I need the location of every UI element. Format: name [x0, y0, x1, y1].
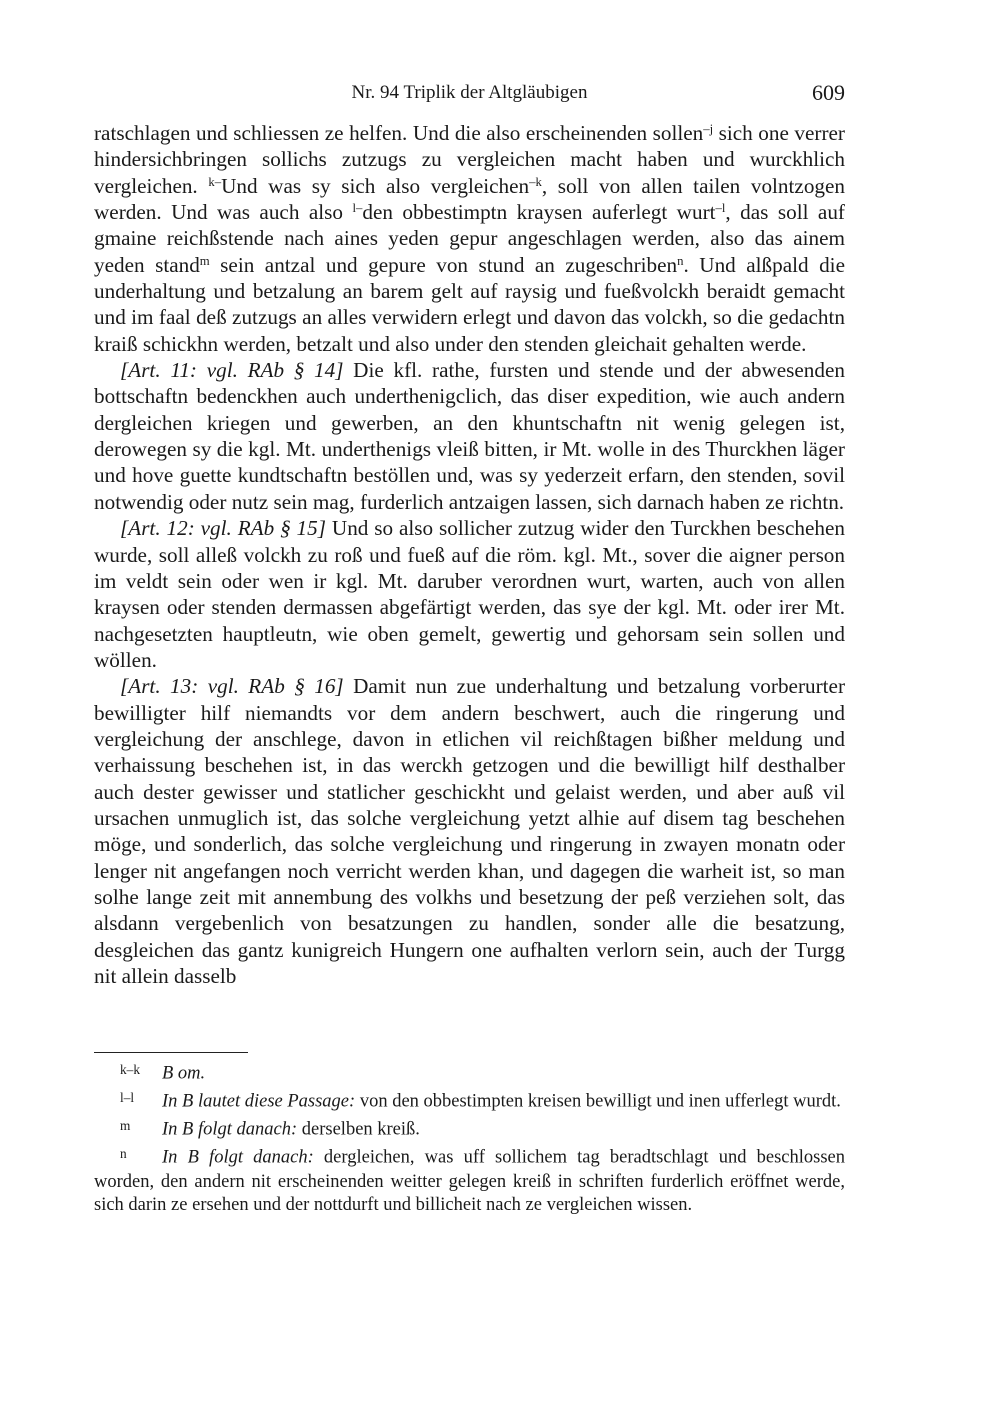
- paragraph-article-13: [94, 673, 845, 989]
- text-run: Und so also sollicher zutzug wider den Turckhen beschehen wurde, soll alleß volckh zu roß und fueß auf die röm. kgl. Mt., sover die aigner person im veldt sein oder wen ir kgl. Mt. daruber verordnen wurt, warten, auch von allen kraysen oder stenden dermassen abgefärtigt werden, das sye der kgl. Mt. oder irer Mt. nachgesetzten hauptleutn, wie oben gemelt, gewertig und gehorsam sein sollen und wöllen.: [94, 516, 846, 672]
- page-number: 609: [812, 80, 845, 105]
- text-run: , soll von allen tailen volntzogen werden. Und was auch also: [94, 173, 846, 225]
- footnote-lead: In B lautet diese Passage:: [162, 1091, 356, 1112]
- footnote-n: [94, 1142, 845, 1217]
- footnote-k: [94, 1058, 845, 1086]
- text-run: Damit nun zue underhaltung und betzalung vorberurter bewilligter hilf niemandts vor dem andern beschwert, auch die ringerung und vergleichung der anschlege, davon in etlichen vil reichßtagen bißher meldung und verhaissung beschehen ist, in das werckh getzogen und die bewilligt hilf desthalber auch dester gewisser und statlicher geschickht und gelaist werden, und aber auß vil ursachen unmuglich ist, das solche vergleichung yetzt alhie auf disem tag beschehen möge, und sonderlich, das solche vergleichung und ringerung in zwayen monatn oder lenger nit angefangen noch verricht werden khan, und dagegen die warheit ist, so man solhe lange zeit mit annembung des volkhs und besetzung der peß verziehen solt, das alsdann vergebenlich von besatzungen zu handlen, sonder alle die besatzung, desgleichen das gantz kunigreich Hungern one aufhalten verlorn sein, auch der Turgg nit allein dasselb: [94, 674, 846, 988]
- footnote-mark: m: [199, 253, 210, 268]
- footnote-lead: In B folgt danach:: [162, 1148, 314, 1169]
- footnote-text: dergleichen, was uff sollichem tag beradtschlagt und beschlossen worden, den andern nit erscheinenden weitter gelegen kreiß in schriften furderlich eröffnet werde, sich darin ze ersehen und der nottdurft und billicheit nach ze vergleichen wissen.: [94, 1148, 845, 1216]
- article-reference: [Art. 11: vgl. RAb § 14]: [120, 358, 344, 383]
- footnote-mark: m: [120, 1118, 131, 1134]
- apparatus-mark: l–: [352, 201, 363, 216]
- paragraph-article-11: [94, 357, 845, 515]
- footnote-lead: B om.: [162, 1063, 206, 1084]
- footnote-mark: n: [677, 253, 684, 268]
- text-run: den obbestimptn kraysen auferlegt wurt: [362, 200, 716, 225]
- apparatus-mark: –k: [529, 174, 542, 189]
- text-run: ratschlagen und schliessen ze helfen. Und die also erscheinenden sollen: [94, 121, 704, 145]
- paragraph-article-12: [94, 515, 845, 673]
- footnotes: [94, 1058, 845, 1218]
- footnote-mark: l–l: [120, 1090, 135, 1106]
- footnote-text: derselben kreiß.: [297, 1119, 420, 1140]
- footnote-mark: k–k: [120, 1062, 140, 1077]
- apparatus-mark: k–: [208, 174, 222, 189]
- text-run: . Und alßpald die underhaltung und betzalung an barem gelt auf raysig und fueßvolckh beraidt gemacht und im faal deß zutzugs an alles verwidern erlegt und davon das volckh, so die gedachtn kraiß schickhn werden, betzalt und also under den stenden gleichait gehalten werde.: [94, 252, 845, 356]
- paragraph-continuation: [94, 120, 845, 357]
- article-reference: [Art. 13: vgl. RAb § 16]: [120, 674, 344, 699]
- running-title: Nr. 94 Triplik der Altgläubigen: [351, 82, 588, 103]
- footnote-m: [94, 1114, 845, 1142]
- article-reference: [Art. 12: vgl. RAb § 15]: [120, 516, 326, 541]
- main-text: [94, 120, 845, 989]
- footnote-divider: [94, 1052, 248, 1053]
- text-run: sich one verrer hindersichbringen sollichs zutzugs zu vergleichen macht haben und wurckhlich vergleichen.: [94, 121, 845, 198]
- apparatus-mark: –l: [715, 201, 726, 216]
- footnote-l: [94, 1086, 845, 1114]
- apparatus-mark: –j: [703, 122, 714, 137]
- text-run: , das soll auf gmaine reichßstende nach aines yeden gepur angeschlagen werden, also das ainem yeden stand: [94, 200, 845, 277]
- footnote-lead: In B folgt danach:: [162, 1119, 298, 1140]
- footnote-mark: n: [120, 1146, 127, 1162]
- footnote-text: von den obbestimpten kreisen bewilligt und inen ufferlegt wurdt.: [355, 1091, 841, 1112]
- text-run: Die kfl. rathe, fursten und stende und der abwesenden bottschaftn bedenckhen auch underthenigclich, das diser expedition, wie auch andern dergleichen kriegen und gewerben, an den khuntschaftn nit wenig gelegen ist, derowegen sy die kgl. Mt. underthenigs vleiß bitten, ir Mt. wolle in des Thurckhen läger und hove guette kundtschaftn bestöllen und, was sy yederzeit erfarn, den stenden, sovil notwendig oder nutz sein mag, furderlich antzaigen lassen, sich darnach haben ze richtn.: [94, 358, 845, 514]
- text-run: sein antzal und gepure von stund an zugeschriben: [209, 252, 678, 277]
- text-run: Und was sy sich also vergleichen: [221, 173, 530, 198]
- page-header: [94, 80, 845, 108]
